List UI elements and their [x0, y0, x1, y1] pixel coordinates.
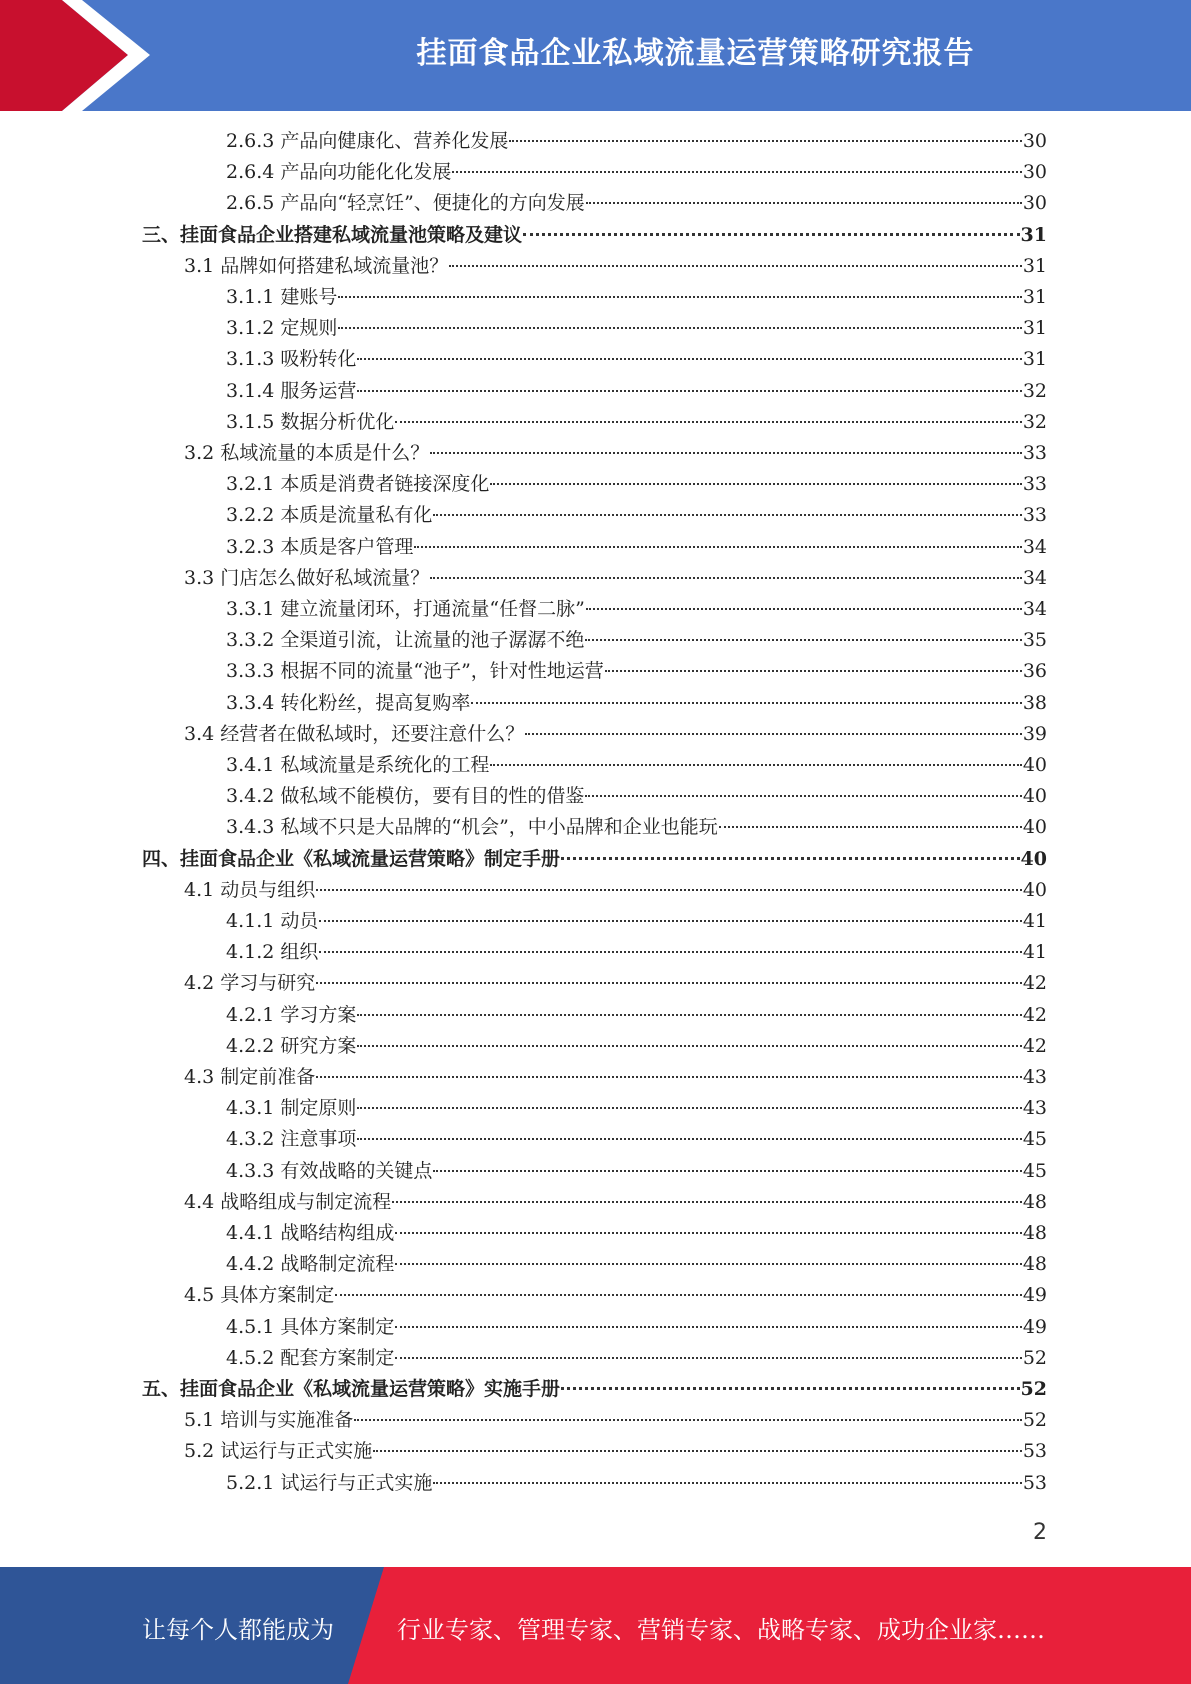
toc-entry-page: 34 [1022, 535, 1047, 558]
toc-dot-leader [490, 764, 1021, 766]
toc-entry-page: 33 [1022, 442, 1047, 464]
page-number: 2 [1033, 1520, 1047, 1545]
toc-entry-label: 3.3.3 根据不同的流量“池子”，针对性地运营 [226, 660, 604, 683]
toc-dot-leader [354, 1419, 1022, 1421]
toc-entry[interactable] [226, 407, 1047, 438]
toc-entry-page: 41 [1022, 941, 1047, 964]
toc-entry-label: 2.6.4 产品向功能化化发展 [226, 161, 452, 184]
toc-dot-leader [338, 296, 1021, 298]
toc-entry[interactable] [184, 719, 1047, 750]
toc-entry-page: 36 [1022, 660, 1047, 683]
toc-dot-leader [490, 483, 1021, 485]
toc-dot-leader [373, 1450, 1022, 1452]
toc-entry-label: 3.3.1 建立流量闭环，打通流量“任督二脉” [226, 598, 585, 620]
toc-entry-page: 48 [1022, 1253, 1047, 1276]
toc-entry-label: 4.1.2 组织 [226, 941, 319, 964]
toc-entry-page: 53 [1022, 1471, 1047, 1494]
toc-entry-page: 40 [1022, 785, 1047, 808]
toc-dot-leader [392, 1201, 1022, 1203]
toc-entry[interactable] [226, 469, 1047, 500]
toc-dot-leader [430, 452, 1022, 454]
toc-entry-label: 3.1.2 定规则 [226, 317, 338, 340]
toc-entry-label: 3.2.2 本质是流量私有化 [226, 504, 433, 527]
toc-entry-page: 33 [1022, 504, 1047, 527]
toc-dot-leader [414, 546, 1021, 548]
toc-entry[interactable] [226, 376, 1047, 407]
footer-slogan-left: 让每个人都能成为 [142, 1616, 334, 1644]
toc-entry-label: 4.1 动员与组织 [184, 878, 316, 901]
page-footer [0, 1567, 1191, 1684]
page-header [0, 0, 1191, 111]
toc-entry-page: 49 [1022, 1284, 1047, 1307]
toc-entry-page: 33 [1022, 473, 1047, 496]
toc-dot-leader [357, 1138, 1021, 1140]
toc-dot-leader [523, 233, 1020, 236]
toc-entry-label: 4.5.1 具体方案制定 [226, 1315, 395, 1338]
toc-entry[interactable] [184, 563, 1047, 594]
toc-dot-leader [586, 608, 1022, 610]
toc-entry-page: 42 [1022, 972, 1047, 995]
toc-entry-page: 40 [1022, 816, 1047, 839]
toc-entry-page: 42 [1022, 1003, 1047, 1026]
toc-dot-leader [525, 733, 1022, 735]
toc-entry-label: 2.6.5 产品向“轻烹饪”、便捷化的方向发展 [226, 192, 585, 215]
toc-entry[interactable] [184, 1436, 1047, 1467]
toc-entry[interactable] [226, 126, 1047, 157]
toc-entry-label: 3.3 门店怎么做好私域流量？ [184, 566, 430, 589]
toc-entry-label: 5.1 培训与实施准备 [184, 1409, 354, 1432]
toc-entry-label: 5.2.1 试运行与正式实施 [226, 1471, 433, 1494]
toc-entry-page: 41 [1022, 910, 1047, 932]
toc-dot-leader [433, 1170, 1021, 1172]
toc-entry[interactable] [226, 500, 1047, 531]
toc-entry[interactable] [226, 594, 1047, 625]
toc-entry-label: 4.2.1 学习方案 [226, 1003, 357, 1026]
toc-entry[interactable] [226, 157, 1047, 188]
toc-dot-leader [471, 702, 1021, 704]
toc-dot-leader [719, 826, 1022, 828]
toc-entry[interactable] [226, 1093, 1047, 1124]
toc-entry-page: 31 [1022, 317, 1047, 340]
toc-dot-leader [335, 1294, 1022, 1296]
toc-entry[interactable] [226, 1124, 1047, 1155]
toc-entry-page: 34 [1022, 566, 1047, 589]
toc-entry[interactable] [226, 812, 1047, 843]
toc-entry[interactable] [142, 220, 1047, 251]
toc-entry[interactable] [226, 1000, 1047, 1031]
toc-entry[interactable] [226, 688, 1047, 719]
toc-entry[interactable] [184, 1405, 1047, 1436]
toc-entry-label: 3.2.3 本质是客户管理 [226, 535, 414, 558]
toc-entry-label: 四、挂面食品企业《私域流量运营策略》制定手册 [142, 847, 561, 870]
toc-entry-page: 52 [1020, 1378, 1047, 1400]
toc-dot-leader [395, 1326, 1021, 1328]
toc-dot-leader [509, 140, 1021, 142]
toc-entry-label: 4.4.1 战略结构组成 [226, 1222, 395, 1244]
toc-entry[interactable] [142, 1374, 1047, 1405]
toc-entry[interactable] [226, 1249, 1047, 1280]
toc-entry-page: 40 [1020, 847, 1047, 870]
toc-entry-label: 4.4.2 战略制定流程 [226, 1253, 395, 1276]
toc-dot-leader [319, 951, 1021, 953]
toc-dot-leader [586, 202, 1022, 204]
toc-entry-page: 38 [1022, 691, 1047, 714]
toc-entry-page: 43 [1022, 1097, 1047, 1120]
toc-dot-leader [395, 1232, 1021, 1234]
toc-dot-leader [357, 1014, 1021, 1016]
toc-entry-label: 3.3.4 转化粉丝，提高复购率 [226, 691, 471, 714]
toc-dot-leader [338, 327, 1021, 329]
toc-entry[interactable] [184, 1187, 1047, 1218]
toc-entry-label: 3.4.3 私域不只是大品牌的“机会”，中小品牌和企业也能玩 [226, 816, 718, 839]
toc-entry-label: 4.3 制定前准备 [184, 1066, 316, 1088]
toc-dot-leader [316, 1076, 1022, 1078]
toc-entry-label: 4.3.1 制定原则 [226, 1097, 357, 1120]
toc-entry-page: 30 [1022, 130, 1047, 152]
toc-entry-page: 31 [1022, 348, 1047, 371]
toc-dot-leader [433, 514, 1021, 516]
toc-entry-label: 3.4 经营者在做私域时，还要注意什么？ [184, 722, 525, 745]
toc-entry-label: 4.3.3 有效战略的关键点 [226, 1159, 433, 1182]
toc-dot-leader [561, 857, 1020, 860]
toc-entry-page: 32 [1022, 410, 1047, 433]
toc-dot-leader [316, 982, 1022, 984]
toc-entry-page: 53 [1022, 1440, 1047, 1463]
toc-entry[interactable] [226, 906, 1047, 937]
toc-entry[interactable] [226, 1312, 1047, 1343]
toc-entry[interactable] [226, 1468, 1047, 1499]
toc-entry-page: 35 [1022, 629, 1047, 652]
toc-entry-label: 3.1.1 建账号 [226, 286, 338, 308]
toc-dot-leader [395, 421, 1021, 423]
toc-entry[interactable] [184, 251, 1047, 282]
toc-entry-label: 4.3.2 注意事项 [226, 1128, 357, 1151]
toc-entry[interactable] [226, 781, 1047, 812]
toc-dot-leader [585, 639, 1021, 641]
toc-entry-label: 4.4 战略组成与制定流程 [184, 1190, 392, 1213]
toc-dot-leader [319, 920, 1021, 922]
toc-entry-label: 4.5 具体方案制定 [184, 1284, 335, 1307]
toc-entry-label: 2.6.3 产品向健康化、营养化发展 [226, 130, 509, 152]
toc-entry-page: 40 [1022, 878, 1047, 901]
toc-entry[interactable] [226, 188, 1047, 219]
toc-entry-page: 31 [1022, 286, 1047, 308]
toc-dot-leader [395, 1357, 1021, 1359]
toc-entry-page: 31 [1022, 254, 1047, 277]
toc-entry[interactable] [226, 625, 1047, 656]
toc-entry[interactable] [226, 282, 1047, 313]
toc-entry[interactable] [226, 656, 1047, 687]
toc-entry[interactable] [226, 1031, 1047, 1062]
toc-entry-page: 39 [1022, 722, 1047, 745]
toc-entry[interactable] [226, 1156, 1047, 1187]
toc-dot-leader [395, 1263, 1021, 1265]
toc-entry[interactable] [226, 1218, 1047, 1249]
footer-slogan-right: 行业专家、管理专家、营销专家、战略专家、成功企业家…… [397, 1616, 1045, 1644]
toc-entry-label: 4.2 学习与研究 [184, 972, 316, 995]
toc-entry-label: 3.2 私域流量的本质是什么？ [184, 442, 430, 464]
toc-entry-label: 3.4.1 私域流量是系统化的工程 [226, 754, 490, 776]
toc-entry[interactable] [184, 968, 1047, 999]
toc-entry-page: 45 [1022, 1159, 1047, 1182]
toc-dot-leader [433, 1482, 1021, 1484]
toc-entry[interactable] [226, 532, 1047, 563]
toc-dot-leader [585, 795, 1021, 797]
toc-entry[interactable] [226, 313, 1047, 344]
toc-entry-label: 五、挂面食品企业《私域流量运营策略》实施手册 [142, 1378, 561, 1400]
toc-entry-label: 3.1.5 数据分析优化 [226, 410, 395, 433]
toc-dot-leader [357, 1107, 1021, 1109]
toc-entry-label: 5.2 试运行与正式实施 [184, 1440, 373, 1463]
toc-entry-label: 4.2.2 研究方案 [226, 1034, 357, 1057]
toc-entry-label: 3.4.2 做私域不能模仿，要有目的性的借鉴 [226, 785, 585, 808]
toc-dot-leader [316, 889, 1022, 891]
toc-entry[interactable] [142, 844, 1047, 875]
toc-dot-leader [357, 1045, 1021, 1047]
toc-entry-page: 32 [1022, 379, 1047, 402]
toc-entry-page: 30 [1022, 192, 1047, 215]
toc-entry-page: 52 [1022, 1409, 1047, 1432]
toc-entry-page: 49 [1022, 1315, 1047, 1338]
toc-entry[interactable] [226, 937, 1047, 968]
toc-dot-leader [357, 390, 1021, 392]
toc-dot-leader [561, 1387, 1020, 1390]
toc-entry-label: 三、挂面食品企业搭建私域流量池策略及建议 [142, 223, 523, 246]
toc-dot-leader [605, 670, 1022, 672]
toc-entry-page: 30 [1022, 161, 1047, 184]
toc-dot-leader [452, 171, 1021, 173]
toc-entry[interactable] [184, 438, 1047, 469]
toc-entry-label: 4.5.2 配套方案制定 [226, 1346, 395, 1369]
toc-entry-label: 3.1.3 吸粉转化 [226, 348, 357, 371]
toc-entry-page: 48 [1022, 1190, 1047, 1213]
toc-entry-page: 40 [1022, 754, 1047, 776]
toc-entry[interactable] [226, 1343, 1047, 1374]
toc-entry-label: 3.2.1 本质是消费者链接深度化 [226, 473, 490, 496]
toc-entry-label: 3.1 品牌如何搭建私域流量池？ [184, 254, 449, 277]
toc-entry-label: 3.3.2 全渠道引流，让流量的池子潺潺不绝 [226, 629, 585, 652]
toc-entry-label: 3.1.4 服务运营 [226, 379, 357, 402]
toc-entry[interactable] [184, 875, 1047, 906]
report-title: 挂面食品企业私域流量运营策略研究报告 [416, 36, 975, 71]
toc-entry-page: 34 [1022, 598, 1047, 620]
toc-entry-page: 45 [1022, 1128, 1047, 1151]
toc-dot-leader [430, 577, 1022, 579]
toc-entry-page: 52 [1022, 1346, 1047, 1369]
toc-entry[interactable] [226, 750, 1047, 781]
toc-entry[interactable] [184, 1280, 1047, 1311]
toc-entry[interactable] [226, 344, 1047, 375]
toc-entry-page: 48 [1022, 1222, 1047, 1244]
toc-entry-page: 31 [1020, 223, 1047, 246]
toc-entry-label: 4.1.1 动员 [226, 910, 319, 932]
toc-dot-leader [449, 265, 1022, 267]
toc-entry-page: 43 [1022, 1066, 1047, 1088]
toc-entry-page: 42 [1022, 1034, 1047, 1057]
toc-dot-leader [357, 358, 1021, 360]
toc-entry[interactable] [184, 1062, 1047, 1093]
